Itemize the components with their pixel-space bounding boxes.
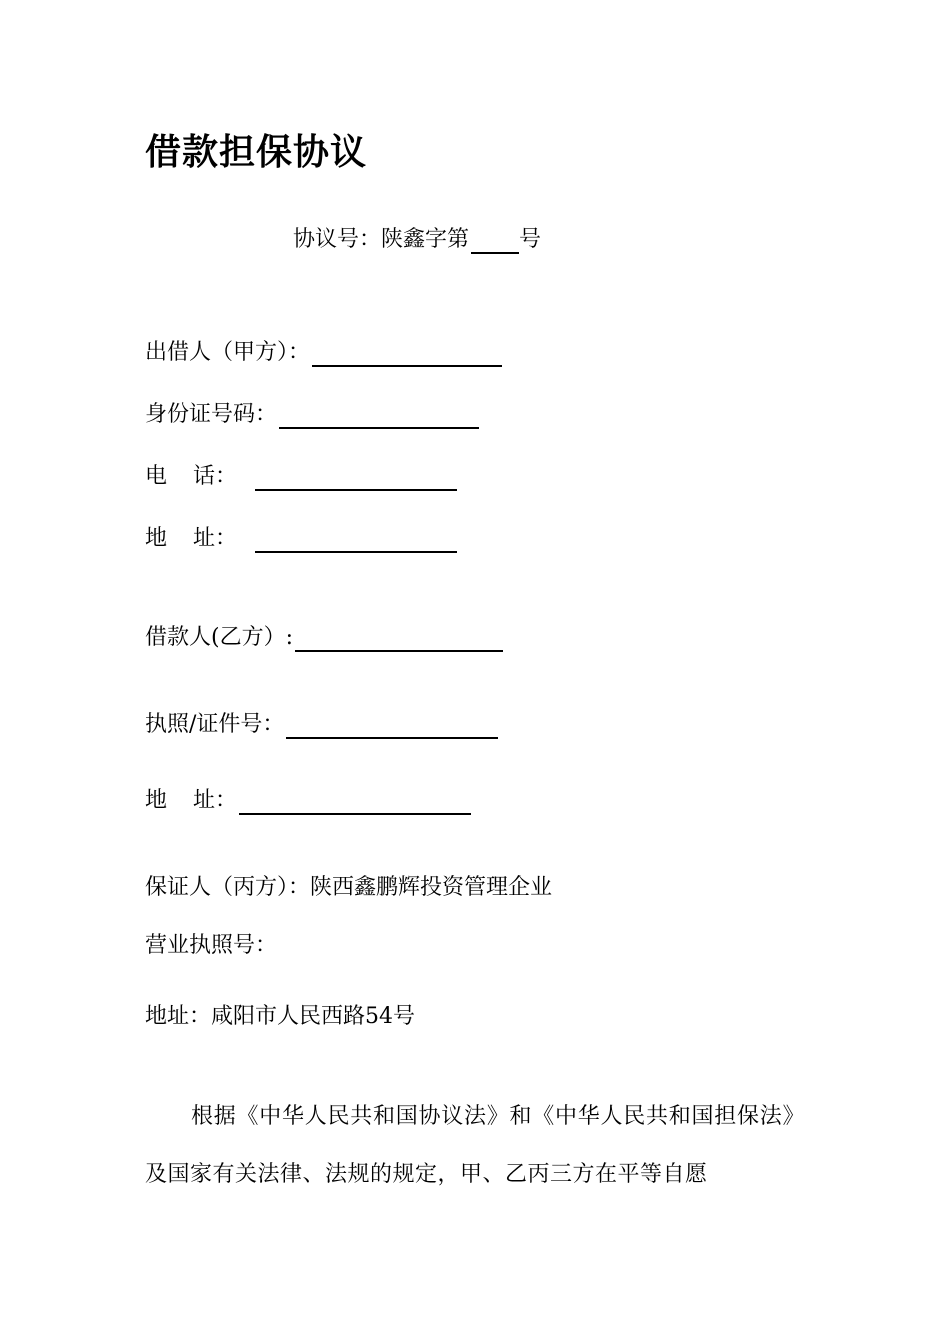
- phone-line: [145, 463, 457, 491]
- body-paragraph: 根据《中华人民共和国协议法》和《中华人民共和国担保法》及国家有关法律、法规的规定，甲、乙丙三方在平等自愿: [145, 1104, 805, 1187]
- business-license-label: 营业执照号：: [145, 933, 278, 958]
- agreement-number-blank[interactable]: [471, 230, 519, 254]
- phone-label-char1: 电: [145, 464, 168, 489]
- party-a-address-char1: 地: [145, 526, 168, 551]
- party-b-address-char2: 址：: [193, 788, 238, 813]
- business-license-line: [145, 932, 277, 960]
- id-number-blank[interactable]: [279, 405, 479, 429]
- party-a-address-line: [145, 525, 457, 553]
- guarantor-line: [145, 874, 552, 902]
- party-b-address-line: [145, 787, 471, 815]
- guarantor-address: 地址：咸阳市人民西路54号: [145, 1004, 415, 1029]
- license-label: 执照/证件号：: [145, 712, 285, 737]
- license-blank[interactable]: [286, 715, 498, 739]
- party-a-line: [145, 339, 502, 367]
- phone-blank[interactable]: [255, 467, 457, 491]
- guarantor-address-line: [145, 1003, 415, 1031]
- party-b-address-blank[interactable]: [239, 791, 471, 815]
- party-b-line: [145, 624, 503, 652]
- id-number-line: [145, 401, 479, 429]
- agreement-number-line: [293, 226, 541, 254]
- guarantor-label: 保证人（丙方）：陕西鑫鹏辉投资管理企业: [145, 875, 553, 900]
- id-number-label: 身份证号码：: [145, 402, 278, 427]
- party-b-blank[interactable]: [295, 628, 503, 652]
- party-a-label: 出借人（甲方）：: [145, 340, 311, 365]
- party-a-address-char2: 址：: [193, 526, 238, 551]
- party-b-label: 借款人(乙方）:: [145, 625, 293, 650]
- agreement-number-suffix: 号: [519, 227, 542, 252]
- party-a-blank[interactable]: [312, 343, 502, 367]
- license-line: [145, 711, 498, 739]
- party-b-address-char1: 地: [145, 788, 168, 813]
- document-title: 借款担保协议: [145, 132, 368, 173]
- phone-label-char2: 话：: [193, 464, 238, 489]
- party-a-address-blank[interactable]: [255, 529, 457, 553]
- agreement-number-prefix: 协议号：陕鑫字第: [293, 227, 470, 252]
